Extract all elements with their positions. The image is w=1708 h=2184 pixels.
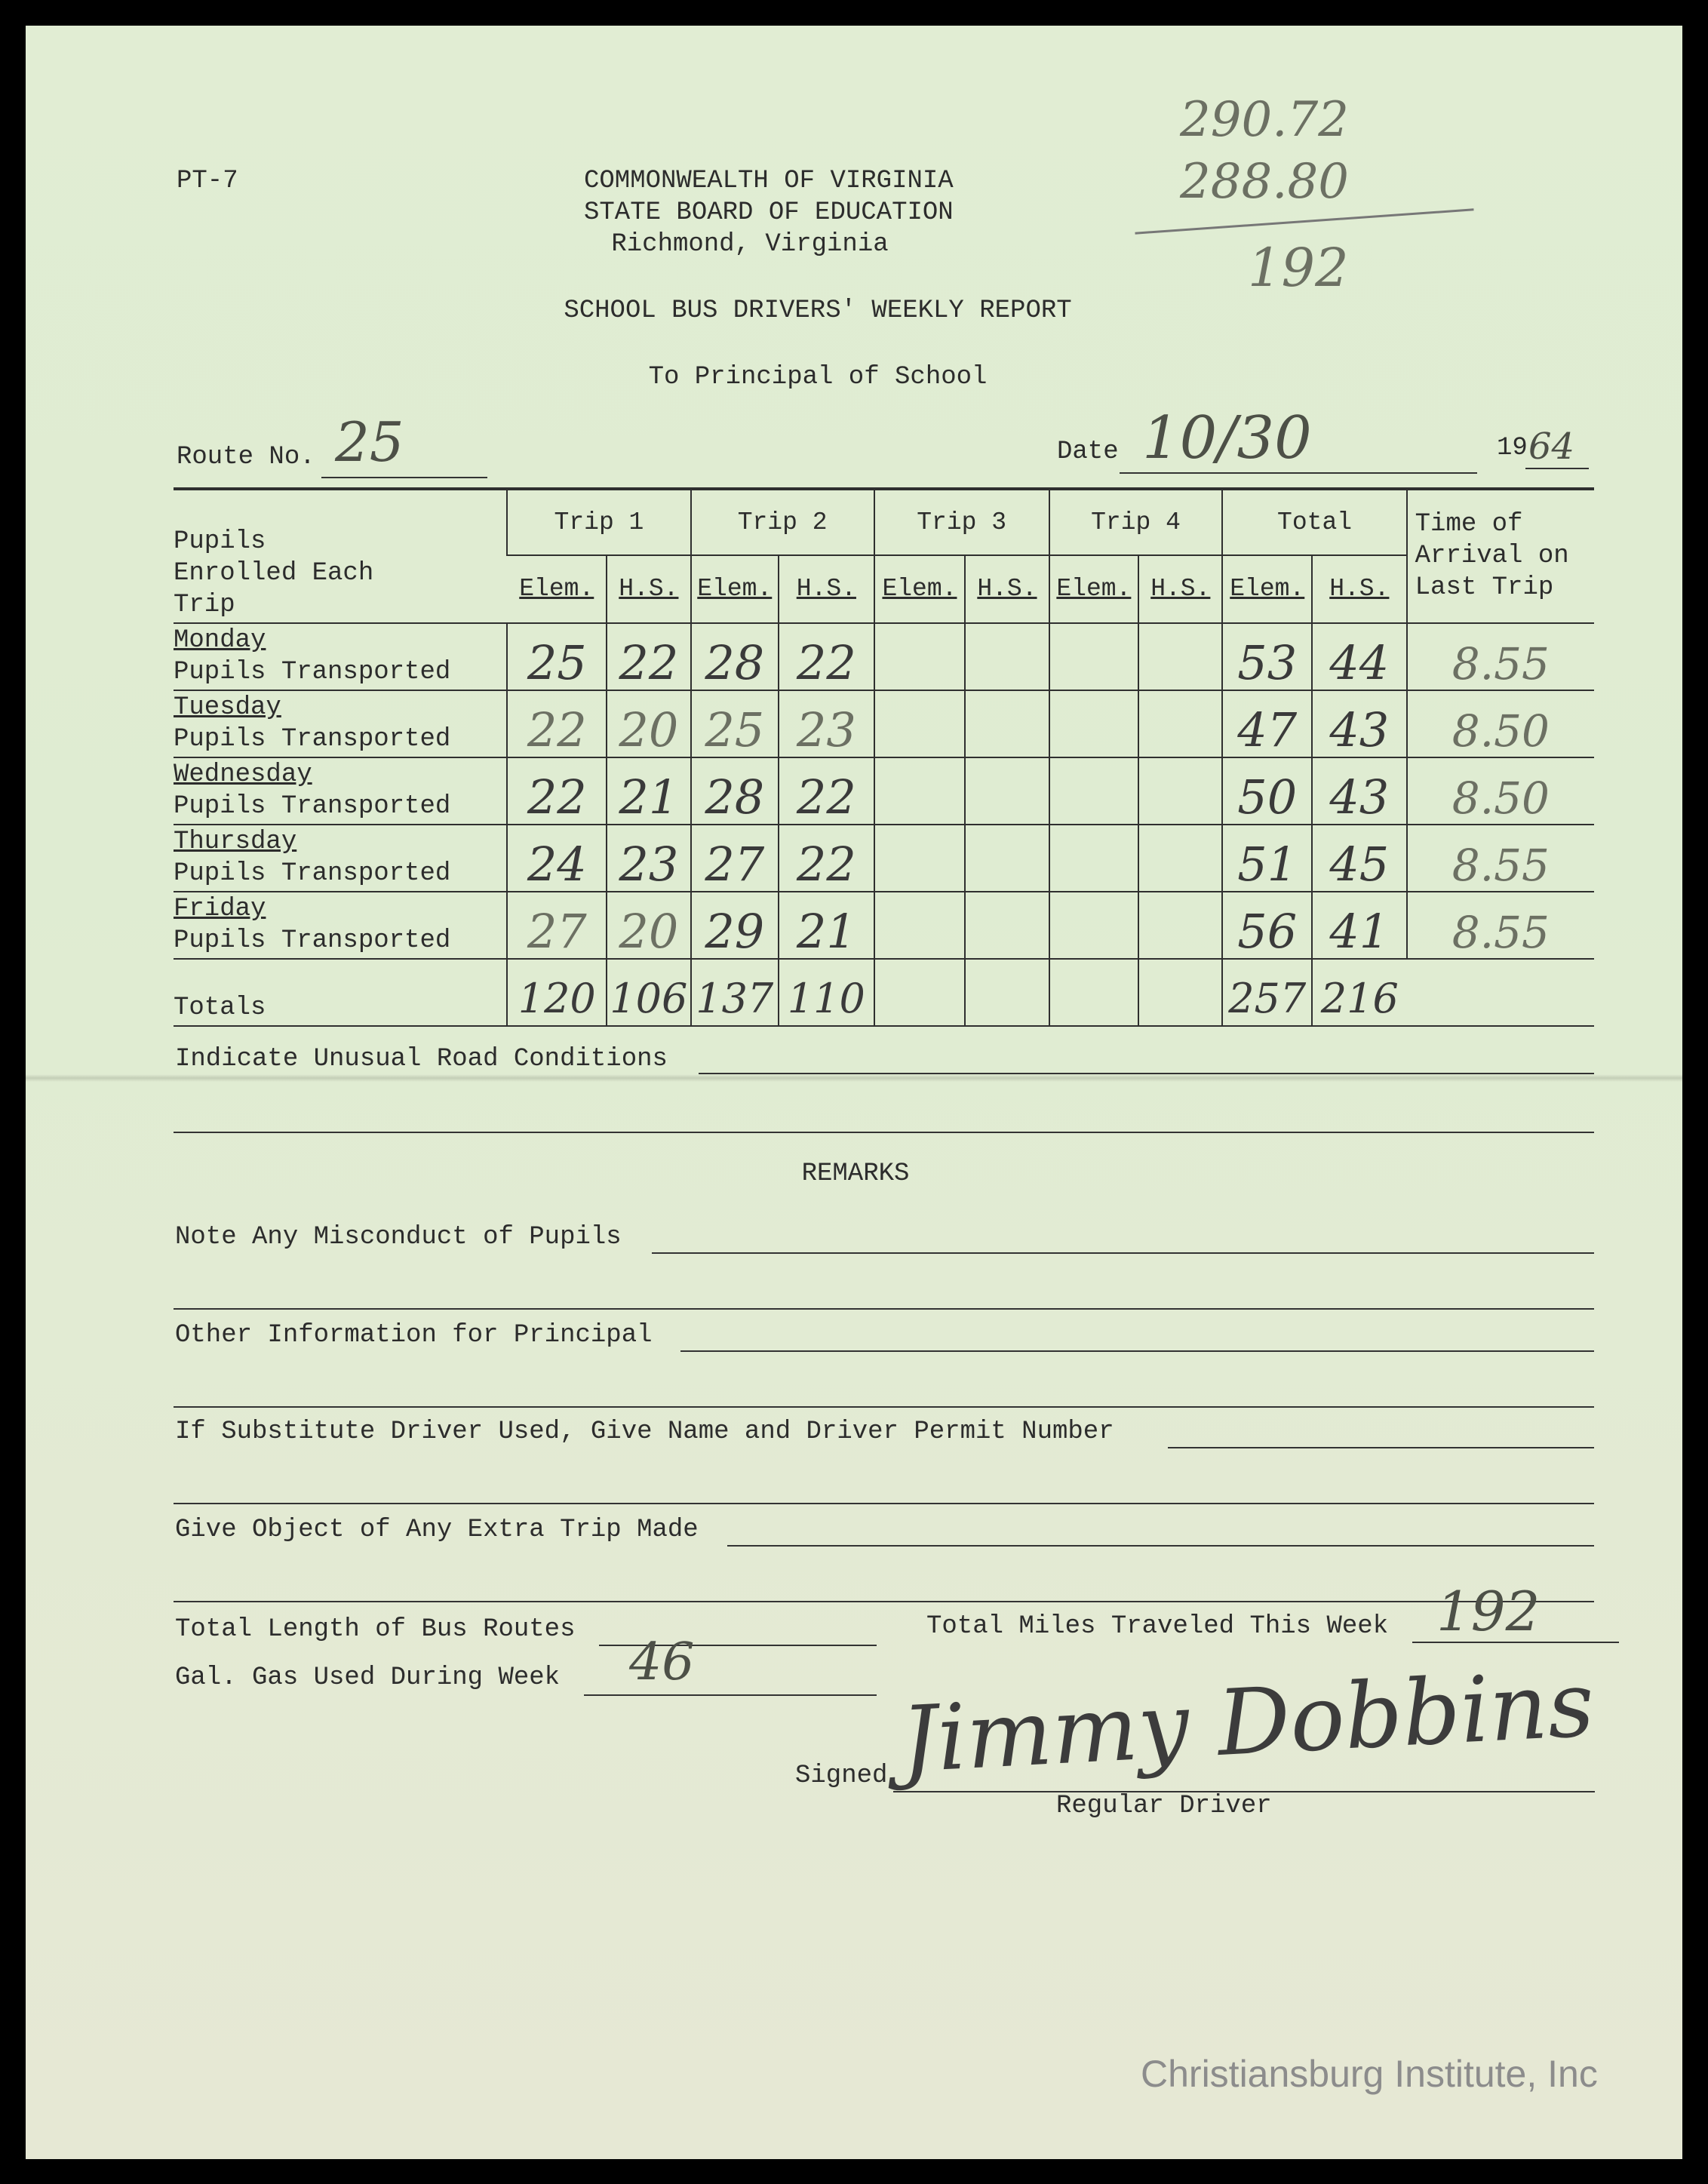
trip3-elem-cell xyxy=(874,690,966,757)
trip2-elem-cell: 28 xyxy=(691,623,779,690)
trip3-hs-total xyxy=(965,959,1049,1026)
trip3-elem-cell xyxy=(874,825,966,892)
report-form xyxy=(26,26,1682,2159)
margin-note-1: 290.72 xyxy=(1180,92,1349,148)
arrival-time-total xyxy=(1407,959,1594,1026)
trip-table xyxy=(174,487,1594,1027)
trip4-header: Trip 4 xyxy=(1049,489,1223,555)
other-info-label: Other Information for Principal xyxy=(175,1321,653,1350)
trip2-hs-subheader: H.S. xyxy=(779,555,874,623)
table-row xyxy=(174,623,1594,690)
road-conditions-line-2 xyxy=(174,1132,1594,1133)
trip2-hs-cell: 22 xyxy=(779,757,874,825)
trip3-elem-cell xyxy=(874,757,966,825)
date-value: 10/30 xyxy=(1142,404,1312,472)
trip3-hs-cell xyxy=(965,892,1049,959)
trip4-hs-total xyxy=(1138,959,1222,1026)
trip2-header: Trip 2 xyxy=(691,489,874,555)
enrolled-header: Pupils Enrolled Each Trip xyxy=(174,489,507,623)
trip1-hs-cell: 21 xyxy=(607,757,690,825)
form-title: SCHOOL BUS DRIVERS' WEEKLY REPORT xyxy=(564,296,1072,325)
trip1-hs-total: 106 xyxy=(607,959,690,1026)
trip2-hs-total: 110 xyxy=(779,959,874,1026)
total-elem-cell: 50 xyxy=(1222,757,1312,825)
trip4-elem-cell xyxy=(1049,623,1139,690)
agency-line-3: Richmond, Virginia xyxy=(611,230,889,259)
trip3-header: Trip 3 xyxy=(874,489,1049,555)
date-underline xyxy=(1120,472,1477,474)
trip1-elem-cell: 22 xyxy=(507,757,607,825)
trip1-elem-cell: 25 xyxy=(507,623,607,690)
trip3-elem-cell xyxy=(874,892,966,959)
trip3-hs-cell xyxy=(965,623,1049,690)
route-value: 25 xyxy=(335,410,404,474)
margin-note-3: 192 xyxy=(1248,237,1349,299)
road-conditions-line xyxy=(699,1073,1594,1074)
trip4-hs-cell xyxy=(1138,690,1222,757)
trip4-elem-cell xyxy=(1049,892,1139,959)
route-label: Route No. xyxy=(177,443,315,472)
trip4-hs-cell xyxy=(1138,623,1222,690)
trip4-elem-cell xyxy=(1049,690,1139,757)
trip4-elem-total xyxy=(1049,959,1139,1026)
trip1-header: Trip 1 xyxy=(507,489,690,555)
trip3-elem-subheader: Elem. xyxy=(874,555,966,623)
arrival-time-cell: 8.55 xyxy=(1407,825,1594,892)
arrival-time-header: Time of Arrival on Last Trip xyxy=(1407,489,1594,623)
trip1-hs-subheader: H.S. xyxy=(607,555,690,623)
watermark: Christiansburg Institute, Inc xyxy=(1141,2053,1598,2095)
gas-label: Gal. Gas Used During Week xyxy=(175,1663,561,1692)
trip1-hs-cell: 20 xyxy=(607,690,690,757)
trip2-elem-cell: 27 xyxy=(691,825,779,892)
total-elem-cell: 47 xyxy=(1222,690,1312,757)
trip3-hs-cell xyxy=(965,825,1049,892)
total-hs-cell: 41 xyxy=(1312,892,1407,959)
trip1-elem-total: 120 xyxy=(507,959,607,1026)
trip2-elem-cell: 25 xyxy=(691,690,779,757)
trip4-hs-cell xyxy=(1138,892,1222,959)
trip2-hs-cell: 23 xyxy=(779,690,874,757)
trip1-hs-cell: 20 xyxy=(607,892,690,959)
total-hs-total: 216 xyxy=(1312,959,1407,1026)
arrival-time-cell: 8.50 xyxy=(1407,757,1594,825)
trip2-hs-cell: 22 xyxy=(779,825,874,892)
trip4-elem-cell xyxy=(1049,825,1139,892)
margin-note-rule xyxy=(1135,208,1473,234)
extra-trip-label: Give Object of Any Extra Trip Made xyxy=(175,1516,699,1544)
row-label: Monday Pupils Transported xyxy=(174,623,507,690)
table-row xyxy=(174,690,1594,757)
trip3-elem-cell xyxy=(874,623,966,690)
other-info-line-2 xyxy=(174,1406,1594,1408)
year-underline xyxy=(1525,468,1589,469)
gas-line xyxy=(584,1694,877,1696)
regular-driver-label: Regular Driver xyxy=(1056,1792,1272,1820)
trip4-hs-cell xyxy=(1138,825,1222,892)
misconduct-line-2 xyxy=(174,1308,1594,1310)
form-code: PT-7 xyxy=(177,167,238,195)
paper-fold xyxy=(26,1074,1682,1082)
form-subtitle: To Principal of School xyxy=(648,363,988,392)
trip4-hs-subheader: H.S. xyxy=(1138,555,1222,623)
year-value: 64 xyxy=(1528,425,1575,468)
trip2-hs-cell: 21 xyxy=(779,892,874,959)
arrival-time-cell: 8.55 xyxy=(1407,892,1594,959)
total-hs-cell: 44 xyxy=(1312,623,1407,690)
arrival-time-cell: 8.50 xyxy=(1407,690,1594,757)
trip2-elem-subheader: Elem. xyxy=(691,555,779,623)
trip3-elem-total xyxy=(874,959,966,1026)
trip2-elem-cell: 28 xyxy=(691,757,779,825)
other-info-line xyxy=(680,1350,1594,1352)
trip1-elem-cell: 24 xyxy=(507,825,607,892)
trip1-hs-cell: 22 xyxy=(607,623,690,690)
agency-line-2: STATE BOARD OF EDUCATION xyxy=(584,198,954,227)
misconduct-line xyxy=(652,1252,1594,1254)
row-label: Tuesday Pupils Transported xyxy=(174,690,507,757)
road-conditions-label: Indicate Unusual Road Conditions xyxy=(175,1045,668,1074)
table-row xyxy=(174,825,1594,892)
substitute-label: If Substitute Driver Used, Give Name and Driver Permit Number xyxy=(175,1418,1114,1446)
route-underline xyxy=(321,477,487,478)
total-elem-total: 257 xyxy=(1222,959,1312,1026)
total-header: Total xyxy=(1222,489,1406,555)
total-elem-subheader: Elem. xyxy=(1222,555,1312,623)
row-label: Thursday Pupils Transported xyxy=(174,825,507,892)
total-elem-cell: 53 xyxy=(1222,623,1312,690)
trip2-hs-cell: 22 xyxy=(779,623,874,690)
total-hs-cell: 43 xyxy=(1312,690,1407,757)
trip4-elem-cell xyxy=(1049,757,1139,825)
trip1-elem-subheader: Elem. xyxy=(507,555,607,623)
trip3-hs-cell xyxy=(965,690,1049,757)
year-prefix: 19 xyxy=(1497,434,1528,462)
signature: Jimmy Dobbins xyxy=(898,1652,1597,1793)
substitute-line-2 xyxy=(174,1503,1594,1504)
total-hs-subheader: H.S. xyxy=(1312,555,1407,623)
agency-line-1: COMMONWEALTH OF VIRGINIA xyxy=(584,167,954,195)
trip2-elem-cell: 29 xyxy=(691,892,779,959)
trip1-elem-cell: 27 xyxy=(507,892,607,959)
trip1-elem-cell: 22 xyxy=(507,690,607,757)
table-row xyxy=(174,757,1594,825)
extra-trip-line xyxy=(727,1545,1594,1547)
row-label: Wednesday Pupils Transported xyxy=(174,757,507,825)
miles-value: 192 xyxy=(1436,1580,1541,1643)
trip3-hs-subheader: H.S. xyxy=(965,555,1049,623)
trip3-hs-cell xyxy=(965,757,1049,825)
misconduct-label: Note Any Misconduct of Pupils xyxy=(175,1223,622,1252)
date-label: Date xyxy=(1057,438,1119,466)
gas-value: 46 xyxy=(629,1633,695,1692)
miles-label: Total Miles Traveled This Week xyxy=(926,1612,1389,1641)
trip4-hs-cell xyxy=(1138,757,1222,825)
total-elem-cell: 51 xyxy=(1222,825,1312,892)
table-row xyxy=(174,892,1594,959)
totals-label: Totals xyxy=(174,959,507,1026)
total-elem-cell: 56 xyxy=(1222,892,1312,959)
route-length-label: Total Length of Bus Routes xyxy=(175,1615,576,1644)
remarks-heading: REMARKS xyxy=(801,1160,910,1188)
margin-note-2: 288.80 xyxy=(1180,154,1349,210)
total-hs-cell: 43 xyxy=(1312,757,1407,825)
signed-label: Signed xyxy=(795,1762,888,1790)
trip4-elem-subheader: Elem. xyxy=(1049,555,1139,623)
arrival-time-cell: 8.55 xyxy=(1407,623,1594,690)
total-hs-cell: 45 xyxy=(1312,825,1407,892)
row-label: Friday Pupils Transported xyxy=(174,892,507,959)
trip2-elem-total: 137 xyxy=(691,959,779,1026)
extra-trip-line-2 xyxy=(174,1601,1594,1602)
substitute-line xyxy=(1168,1447,1594,1448)
totals-row xyxy=(174,959,1594,1026)
trip1-hs-cell: 23 xyxy=(607,825,690,892)
